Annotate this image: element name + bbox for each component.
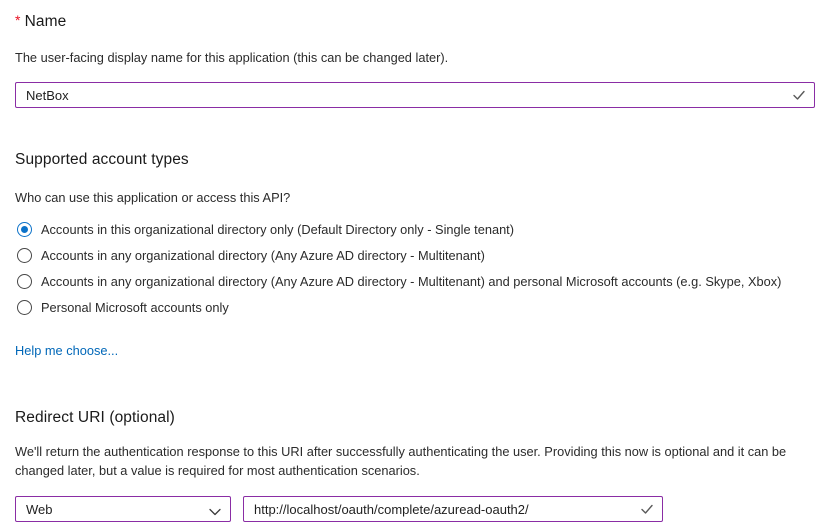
radio-personal-only[interactable]	[15, 294, 815, 320]
radio-button-icon	[17, 274, 32, 289]
redirect-uri-input-wrap	[243, 496, 663, 522]
name-field-description: The user-facing display name for this application (this can be changed later).	[15, 50, 449, 65]
radio-button-icon	[17, 300, 32, 315]
redirect-uri-heading: Redirect URI (optional)	[15, 409, 175, 426]
redirect-uri-section	[15, 409, 815, 522]
help-me-choose-link[interactable]: Help me choose...	[15, 343, 119, 358]
radio-label: Personal Microsoft accounts only	[41, 299, 229, 315]
radio-button-icon	[17, 248, 32, 263]
platform-select[interactable]	[15, 496, 231, 522]
radio-multitenant[interactable]	[15, 242, 815, 268]
radio-button-icon	[17, 222, 32, 237]
radio-label: Accounts in this organizational directory only (Default Directory only - Single tenant)	[41, 221, 514, 237]
name-field-section	[15, 12, 815, 108]
account-types-heading: Supported account types	[15, 151, 189, 168]
platform-select-value: Web	[26, 501, 53, 517]
name-field-label: Name	[24, 13, 67, 30]
radio-multitenant-personal[interactable]	[15, 268, 815, 294]
account-types-radio-group	[15, 216, 815, 320]
name-input-wrap	[15, 82, 815, 108]
name-field-heading	[15, 12, 815, 31]
radio-single-tenant[interactable]	[15, 216, 815, 242]
account-types-section	[15, 151, 815, 360]
required-asterisk: *	[15, 12, 21, 28]
chevron-down-icon	[209, 505, 221, 514]
account-types-question: Who can use this application or access this API?	[15, 190, 291, 205]
redirect-uri-row	[15, 496, 815, 522]
name-input[interactable]	[15, 82, 815, 108]
redirect-uri-description: We'll return the authentication response to this URI after successfully authenticating the user. Providing this now is optional and it can be changed later, but a value is required for most authentication scenarios.	[15, 444, 787, 478]
radio-label: Accounts in any organizational directory (Any Azure AD directory - Multitenant)	[41, 247, 485, 263]
redirect-uri-input[interactable]	[243, 496, 663, 522]
radio-label: Accounts in any organizational directory (Any Azure AD directory - Multitenant) and personal Microsoft accounts (e.g. Skype, Xbox)	[41, 273, 782, 289]
